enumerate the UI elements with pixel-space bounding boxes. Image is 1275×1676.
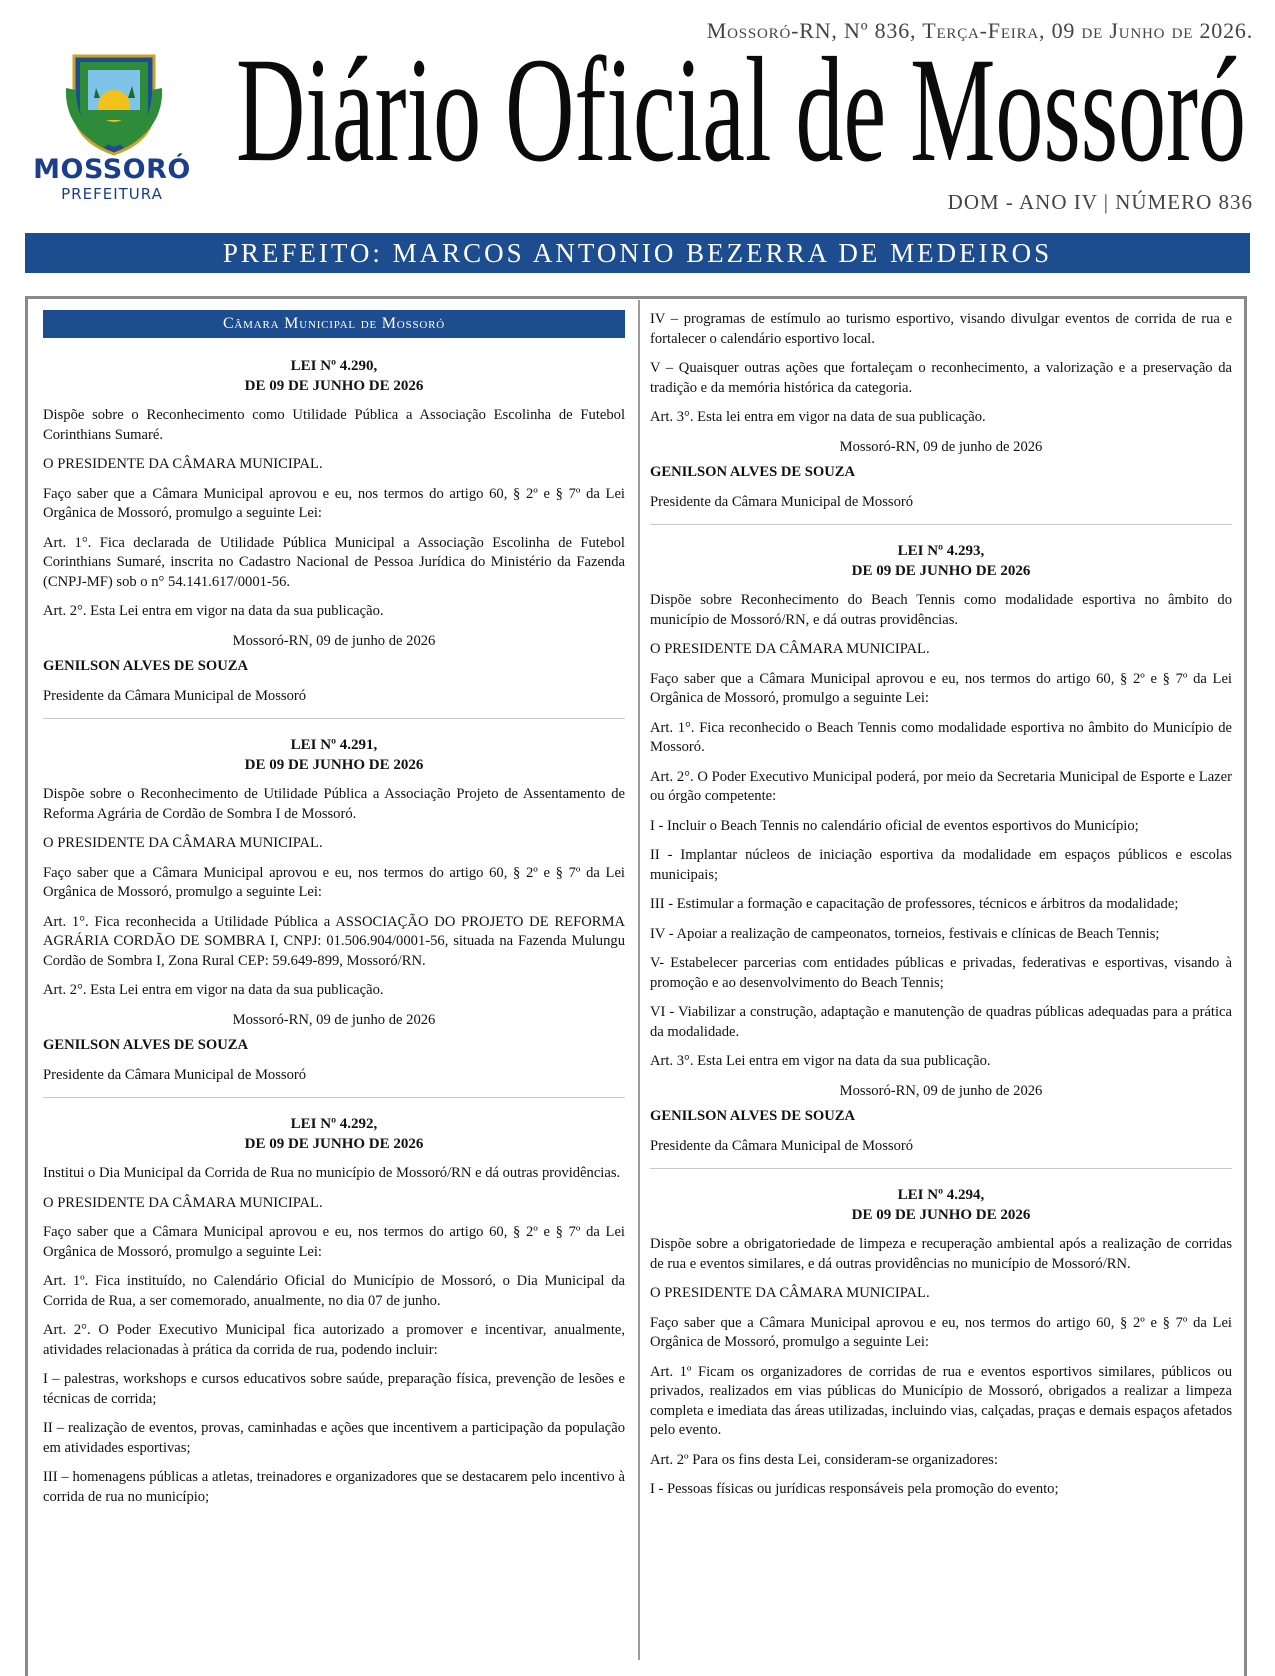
left-column (43, 310, 625, 1517)
law-block (650, 1185, 1232, 1500)
signer-role: Presidente da Câmara Municipal de Mossoró (43, 687, 307, 704)
left-column-laws (43, 356, 625, 1507)
law-title (650, 541, 1232, 581)
law-paragraph: VI - Viabilizar a construção, adaptação e manutenção de quadras públicas adequadas para a prática da modalidade. (650, 1004, 1232, 1040)
signer-role: Presidente da Câmara Municipal de Mossoró (650, 493, 914, 510)
law-paragraph: Institui o Dia Municipal da Corrida de Rua no município de Mossoró/RN e dá outras providências. (43, 1165, 621, 1181)
law-paragraph: I - Pessoas físicas ou jurídicas responsáveis pela promoção do evento; (650, 1481, 1059, 1497)
law-paragraph: Faço saber que a Câmara Municipal aprovou e eu, nos termos do artigo 60, § 2º e § 7º da Lei Orgânica de Mossoró, promulgo a seguinte Lei: (650, 670, 1232, 706)
law-paragraph: O PRESIDENTE DA CÂMARA MUNICIPAL. (43, 1194, 323, 1211)
law-number: LEI Nº 4.293, (897, 543, 985, 559)
masthead-text: Diário Oficial de Mossoró (236, 40, 1246, 175)
law-title (43, 1114, 625, 1154)
law-block (43, 1114, 625, 1507)
signer-name: GENILSON ALVES DE SOUZA (43, 1037, 249, 1053)
law-date: DE 09 DE JUNHO DE 2026 (244, 378, 424, 394)
law-paragraph: III - Estimular a formação e capacitação de professores, técnicos e árbitros da modalidade; (650, 896, 1179, 912)
law-date: DE 09 DE JUNHO DE 2026 (851, 563, 1031, 579)
law-number: LEI Nº 4.291, (290, 737, 378, 753)
law-separator (43, 718, 625, 719)
prefeitura-logo[interactable] (22, 48, 202, 208)
law-title (43, 735, 625, 775)
issue-dateline: Mossoró-RN, Nº 836, Terça-Feira, 09 de Junho de 2026. (706, 18, 1253, 43)
law-paragraph: Dispõe sobre Reconhecimento do Beach Tennis como modalidade esportiva no âmbito do município de Mossoró/RN, e dá outras providências. (650, 592, 1232, 628)
mayor-banner: PREFEITO: MARCOS ANTONIO BEZERRA DE MEDEIROS (25, 233, 1250, 273)
signer-name: GENILSON ALVES DE SOUZA (650, 1108, 856, 1124)
law-paragraph: II - Implantar núcleos de iniciação esportiva da modalidade em espaços públicos e escolas municipais; (650, 847, 1232, 883)
law-paragraph: Art. 1º Ficam os organizadores de corridas de rua e eventos esportivos similares, públicos ou privados, realizados em vias públicas do Município de Mossoró, obrigados a realizar a limpeza completa e imediata das áreas utilizadas, incluindo vias, calçadas, praças e demais espaços afetados pelo evento. (650, 1363, 1232, 1438)
law-paragraph: Mossoró-RN, 09 de junho de 2026 (232, 1011, 436, 1028)
signer-name: GENILSON ALVES DE SOUZA (43, 658, 249, 674)
law-paragraph: Art. 2°. O Poder Executivo Municipal poderá, por meio da Secretaria Municipal de Esporte e Lazer ou órgão competente: (650, 768, 1232, 804)
law-paragraph: Faço saber que a Câmara Municipal aprovou e eu, nos termos do artigo 60, § 2º e § 7º da Lei Orgânica de Mossoró, promulgo a seguinte Lei: (43, 1224, 625, 1260)
law-number: LEI Nº 4.292, (290, 1116, 378, 1132)
signer-role: Presidente da Câmara Municipal de Mossoró (43, 1066, 307, 1083)
law-paragraph: Dispõe sobre o Reconhecimento de Utilidade Pública a Associação Projeto de Assentamento de Reforma Agrária de Cordão de Sombra I de Mossoró. (43, 786, 625, 822)
law-paragraph: V- Estabelecer parcerias com entidades públicas e privadas, federativas e esportivas, visando à promoção e ao desenvolvimento do Beach Tennis; (650, 955, 1232, 991)
law-paragraph: O PRESIDENTE DA CÂMARA MUNICIPAL. (650, 1285, 930, 1301)
law-date: DE 09 DE JUNHO DE 2026 (851, 1207, 1031, 1223)
law-paragraph: Mossoró-RN, 09 de junho de 2026 (839, 438, 1043, 455)
law-paragraph: O PRESIDENTE DA CÂMARA MUNICIPAL. (43, 835, 323, 851)
masthead-title (230, 40, 1252, 175)
signer-role: Presidente da Câmara Municipal de Mossoró (650, 1137, 914, 1154)
law-paragraph: Art. 2°. Esta Lei entra em vigor na data da sua publicação. (43, 603, 384, 619)
law-paragraph: Art. 1°. Fica reconhecida a Utilidade Pública a ASSOCIAÇÃO DO PROJETO DE REFORMA AGRÁRIA CORDÃO DE SOMBRA I, CNPJ: 01.506.904/0001-56, situada na Fazenda Mulungu Cordão de Sombra I, Zona Rural CEP: 59.649-899, Mossoró/RN. (43, 913, 625, 969)
law-paragraph: O PRESIDENTE DA CÂMARA MUNICIPAL. (43, 456, 323, 472)
law-paragraph: Art. 3°. Esta lei entra em vigor na data de sua publicação. (650, 409, 986, 425)
coat-of-arms-icon (64, 48, 164, 158)
law-paragraph: I – palestras, workshops e cursos educativos sobre saúde, preparação física, prevenção de lesões e técnicas de corrida; (43, 1371, 625, 1407)
law-separator (650, 524, 1232, 525)
law-paragraph: IV – programas de estímulo ao turismo esportivo, visando divulgar eventos de corrida de rua e fortalecer o calendário esportivo local. (650, 311, 1232, 347)
law-block (43, 735, 625, 1085)
law-paragraph: Mossoró-RN, 09 de junho de 2026 (232, 632, 436, 649)
law-paragraph: Dispõe sobre o Reconhecimento como Utilidade Pública a Associação Escolinha de Futebol Corinthians Sumaré. (43, 407, 625, 443)
right-column-laws (650, 310, 1232, 1500)
law-paragraph: Faço saber que a Câmara Municipal aprovou e eu, nos termos do artigo 60, § 2º e § 7º da Lei Orgânica de Mossoró, promulgo a seguinte Lei: (43, 864, 625, 900)
issue-number: DOM - ANO IV | NÚMERO 836 (947, 190, 1253, 214)
signer-name: GENILSON ALVES DE SOUZA (650, 464, 856, 480)
law-paragraph: Dispõe sobre a obrigatoriedade de limpeza e recuperação ambiental após a realização de corridas de rua e eventos similares, e dá outras providências no município de Mossoró/RN. (650, 1236, 1232, 1272)
right-column (650, 310, 1232, 1510)
law-title (650, 1185, 1232, 1225)
law-number: LEI Nº 4.294, (897, 1187, 985, 1203)
law-date: DE 09 DE JUNHO DE 2026 (244, 1136, 424, 1152)
law-paragraph: Faço saber que a Câmara Municipal aprovou e eu, nos termos do artigo 60, § 2º e § 7º da Lei Orgânica de Mossoró, promulgo a seguinte Lei: (43, 485, 625, 521)
law-separator (650, 1168, 1232, 1169)
law-number: LEI Nº 4.290, (290, 358, 378, 374)
logo-name: MOSSORÓ (33, 154, 191, 185)
law-block (43, 356, 625, 706)
law-paragraph: O PRESIDENTE DA CÂMARA MUNICIPAL. (650, 641, 930, 657)
law-title (43, 356, 625, 396)
column-divider (638, 300, 640, 1660)
law-paragraph: Art. 1º. Fica instituído, no Calendário Oficial do Município de Mossoró, o Dia Municipal da Corrida de Rua, a ser comemorado, anualmente, no dia 07 de junho. (43, 1273, 625, 1309)
law-paragraph: Art. 2°. O Poder Executivo Municipal fica autorizado a promover e incentivar, anualmente, atividades relacionadas à prática da corrida de rua, podendo incluir: (43, 1322, 625, 1358)
section-header: Câmara Municipal de Mossoró (43, 310, 625, 338)
law-paragraph: I - Incluir o Beach Tennis no calendário oficial de eventos esportivos do Município; (650, 817, 1139, 834)
law-paragraph: V – Quaisquer outras ações que fortaleçam o reconhecimento, a valorização e a preservação da tradição e da memória histórica da categoria. (650, 360, 1232, 396)
law-paragraph: Art. 3°. Esta Lei entra em vigor na data da sua publicação. (650, 1053, 991, 1069)
law-paragraph: IV - Apoiar a realização de campeonatos, torneios, festivais e clínicas de Beach Tennis; (650, 925, 1160, 942)
law-paragraph: Art. 1°. Fica reconhecido o Beach Tennis como modalidade esportiva no âmbito do Município de Mossoró. (650, 719, 1232, 755)
law-paragraph: III – homenagens públicas a atletas, treinadores e organizadores que se destacarem pelo incentivo à corrida de rua no município; (43, 1469, 625, 1505)
law-paragraph: Faço saber que a Câmara Municipal aprovou e eu, nos termos do artigo 60, § 2º e § 7º da Lei Orgânica de Mossoró, promulgo a seguinte Lei: (650, 1314, 1232, 1350)
law-paragraph: II – realização de eventos, provas, caminhadas e ações que incentivem a participação da população em atividades esportivas; (43, 1420, 625, 1456)
law-block (650, 541, 1232, 1156)
law-date: DE 09 DE JUNHO DE 2026 (244, 757, 424, 773)
law-paragraph: Art. 1°. Fica declarada de Utilidade Pública Municipal a Associação Escolinha de Futebol Corinthians Sumaré, inscrita no Cadastro Nacional de Pessoa Jurídica do Ministério da Fazenda (CNPJ-MF) sob o n° 54.141.617/0001-56. (43, 534, 625, 590)
law-paragraph: Art. 2°. Esta Lei entra em vigor na data da sua publicação. (43, 982, 384, 998)
law-separator (43, 1097, 625, 1098)
law-paragraph: Mossoró-RN, 09 de junho de 2026 (839, 1082, 1043, 1099)
law-paragraph: Art. 2º Para os fins desta Lei, consideram-se organizadores: (650, 1451, 998, 1468)
logo-subtitle: PREFEITURA (61, 185, 163, 203)
law-block (650, 310, 1232, 512)
